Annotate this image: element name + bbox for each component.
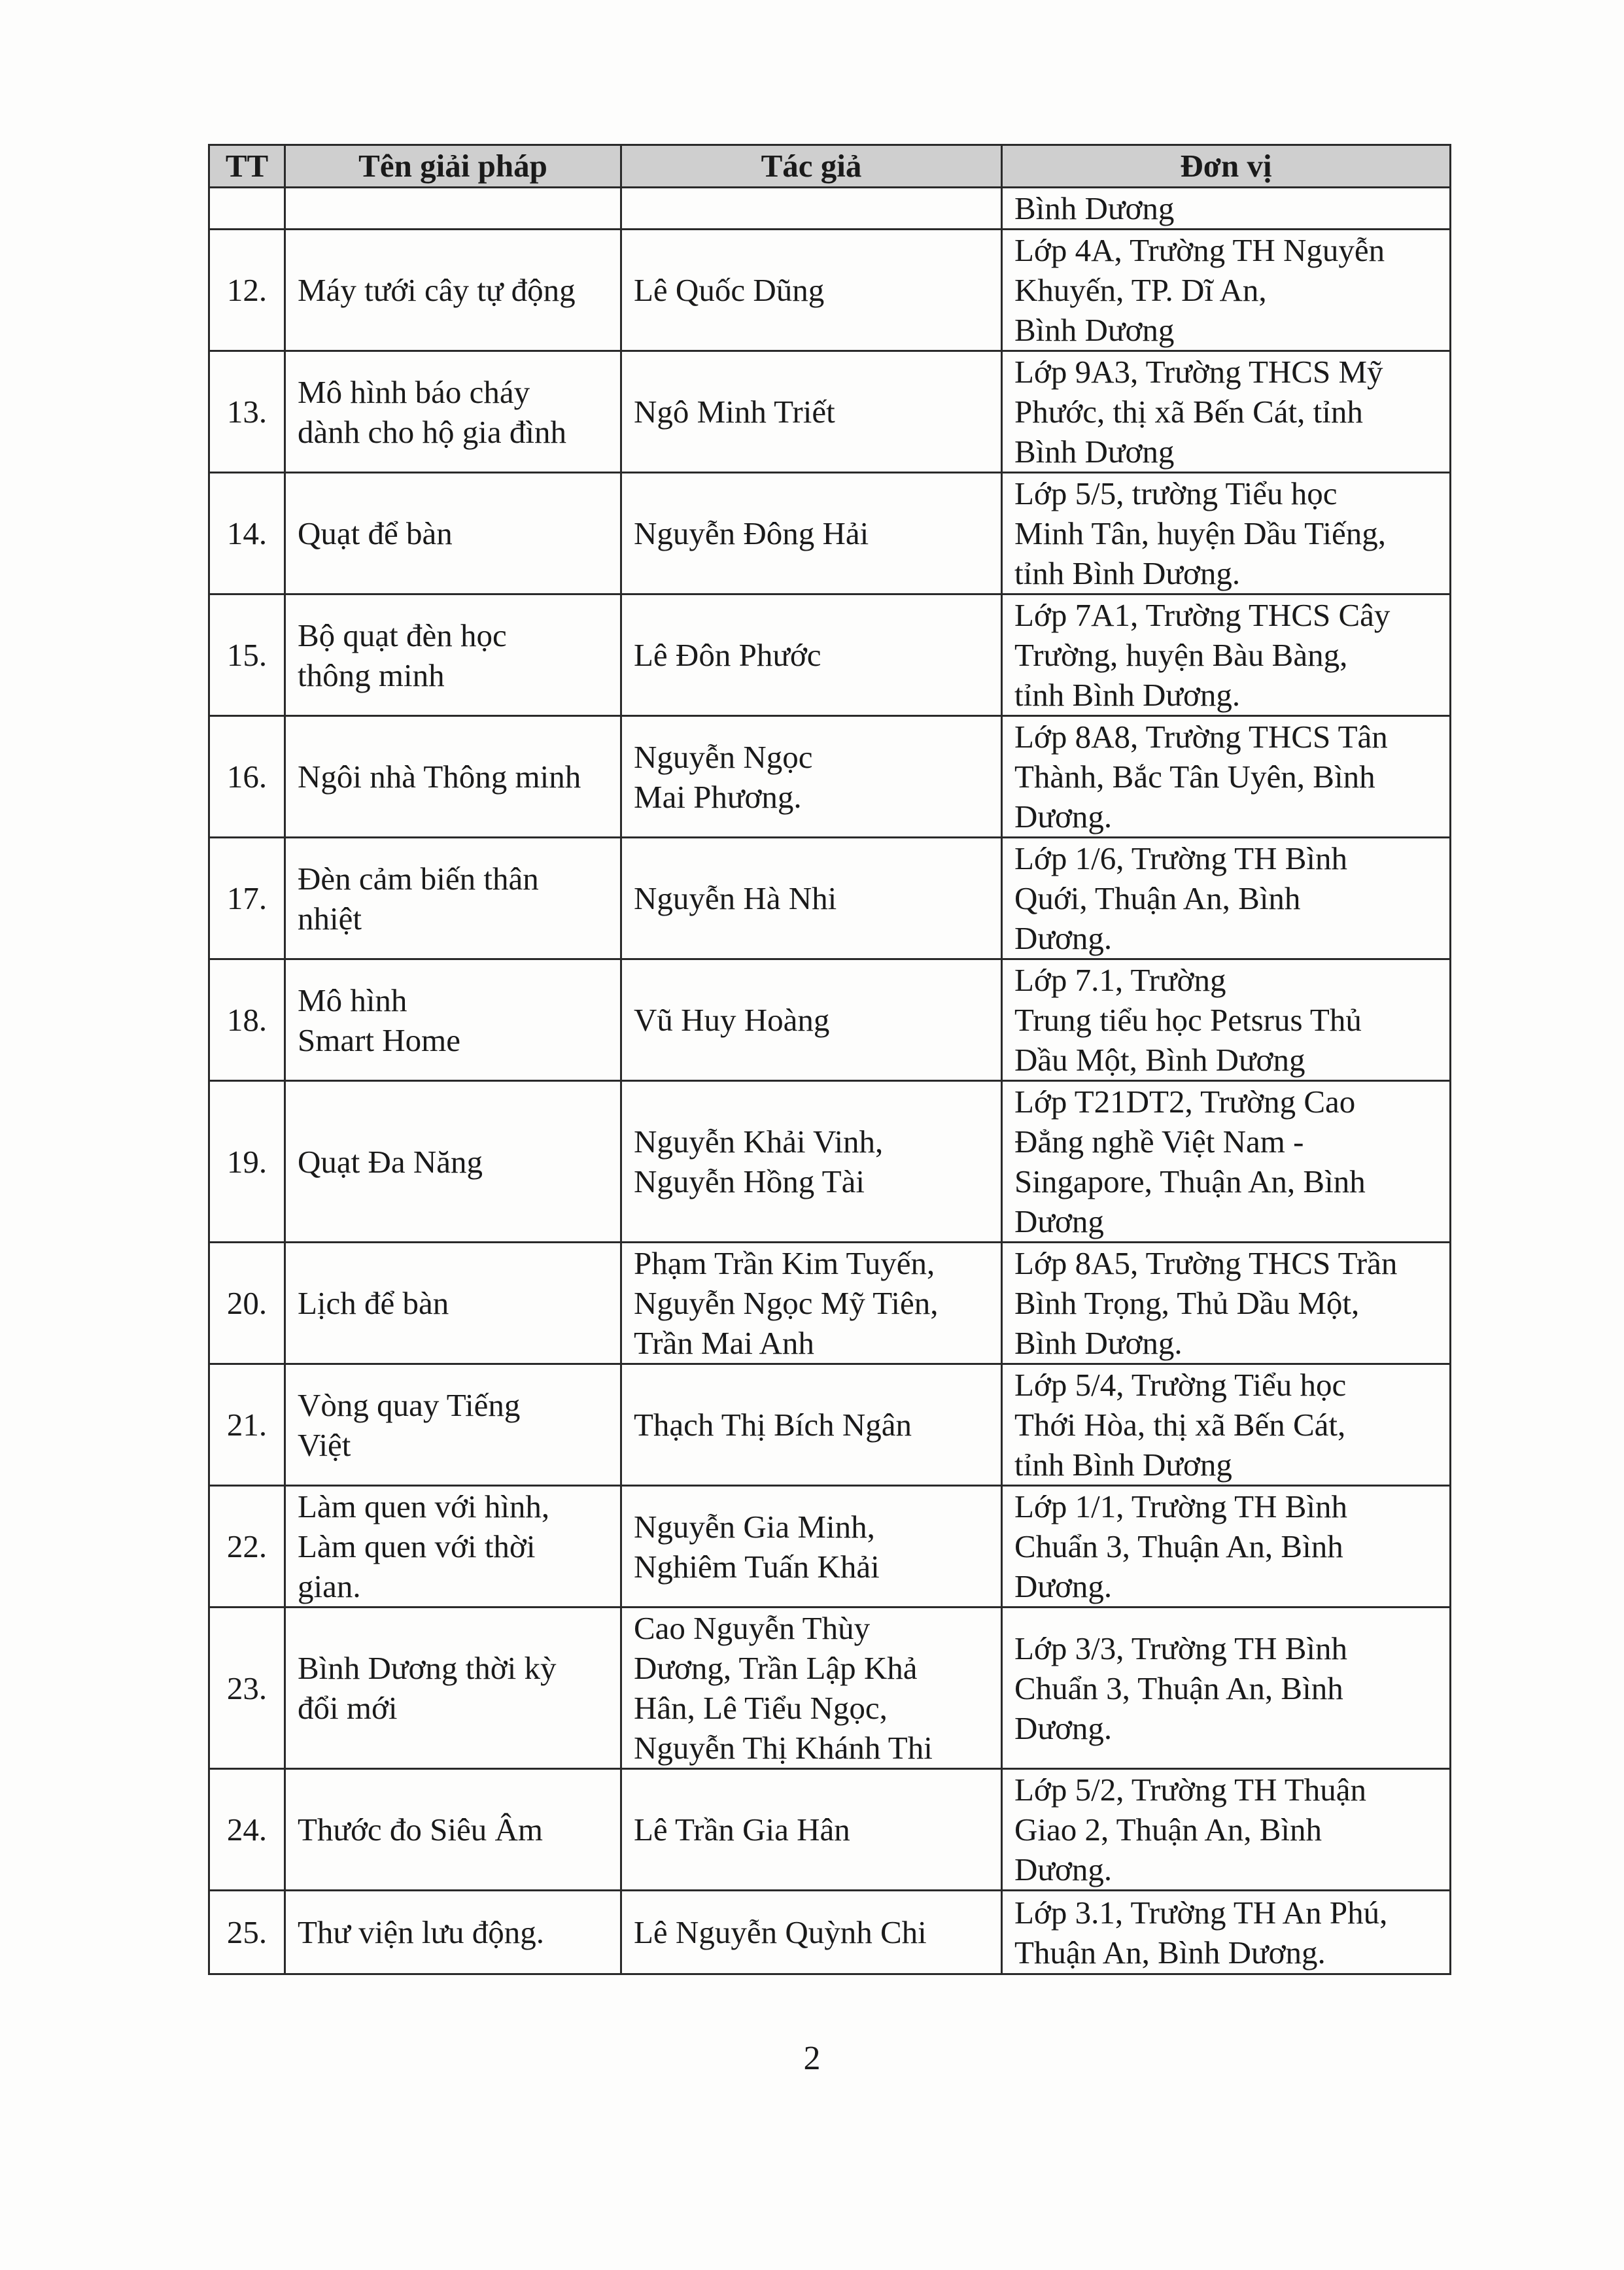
cell-name — [285, 1608, 621, 1769]
cell-author — [621, 594, 1002, 716]
table-row — [209, 1891, 1451, 1974]
header-tt: TT — [209, 145, 285, 188]
cell-author — [621, 188, 1002, 230]
unit-line: Lớp 5/5, trường Tiểu học — [1014, 475, 1338, 511]
author-line: Thạch Thị Bích Ngân — [634, 1407, 912, 1443]
cell-tt: 15. — [209, 594, 285, 716]
unit-line: Phước, thị xã Bến Cát, tỉnh — [1014, 394, 1363, 430]
name-line: Mô hình báo cháy — [298, 373, 530, 410]
unit-line: Bình Dương — [1014, 190, 1175, 226]
cell-author — [621, 473, 1002, 594]
cell-tt: 17. — [209, 838, 285, 959]
name-line: Thư viện lưu động. — [298, 1914, 545, 1950]
cell-author — [621, 230, 1002, 351]
cell-name — [285, 1486, 621, 1608]
name-line: Đèn cảm biến thân — [298, 860, 539, 897]
cell-tt: 18. — [209, 959, 285, 1081]
unit-line: tỉnh Bình Dương — [1014, 1447, 1232, 1483]
table-row — [209, 1243, 1451, 1364]
unit-line: Đẳng nghề Việt Nam - — [1014, 1124, 1304, 1160]
author-line: Lê Nguyễn Quỳnh Chi — [634, 1914, 927, 1950]
cell-author — [621, 716, 1002, 838]
page-number: 2 — [803, 2040, 821, 2077]
unit-line: Chuẩn 3, Thuận An, Bình — [1014, 1528, 1343, 1564]
table-row — [209, 1608, 1451, 1769]
name-line: nhiệt — [298, 900, 362, 937]
cell-unit — [1002, 1608, 1451, 1769]
author-line: Nguyễn Hồng Tài — [634, 1163, 865, 1199]
author-line: Mai Phương. — [634, 778, 802, 815]
header-author: Tác giả — [621, 145, 1002, 188]
cell-author — [621, 1486, 1002, 1608]
unit-line: Dương. — [1014, 1568, 1113, 1604]
unit-line: Bình Dương. — [1014, 1325, 1183, 1361]
cell-tt: 25. — [209, 1891, 285, 1974]
cell-unit — [1002, 594, 1451, 716]
name-line: Vòng quay Tiếng — [298, 1386, 521, 1423]
cell-name — [285, 1243, 621, 1364]
cell-unit — [1002, 351, 1451, 473]
table-row — [209, 594, 1451, 716]
author-line: Nguyễn Thị Khánh Thi — [634, 1730, 933, 1766]
header-name: Tên giải pháp — [285, 145, 621, 188]
table-row — [209, 188, 1451, 230]
author-line: Nguyễn Ngọc Mỹ Tiên, — [634, 1285, 939, 1321]
unit-line: Giao 2, Thuận An, Bình — [1014, 1812, 1322, 1848]
table-row — [209, 1081, 1451, 1243]
unit-line: Khuyến, TP. Dĩ An, — [1014, 272, 1267, 308]
name-line: Bộ quạt đèn học — [298, 617, 507, 653]
cell-author — [621, 1608, 1002, 1769]
cell-unit — [1002, 1243, 1451, 1364]
cell-unit — [1002, 1891, 1451, 1974]
unit-line: Lớp 4A, Trường TH Nguyễn — [1014, 232, 1385, 268]
unit-line: Chuẩn 3, Thuận An, Bình — [1014, 1670, 1343, 1706]
cell-unit — [1002, 959, 1451, 1081]
header-row — [209, 145, 1451, 188]
unit-line: Lớp 1/1, Trường TH Bình — [1014, 1488, 1348, 1524]
cell-tt — [209, 188, 285, 230]
header-unit: Đơn vị — [1002, 145, 1451, 188]
cell-unit — [1002, 1081, 1451, 1243]
table-row — [209, 716, 1451, 838]
unit-line: Minh Tân, huyện Dầu Tiếng, — [1014, 515, 1387, 551]
table-header — [209, 145, 1451, 188]
name-line: Làm quen với thời — [298, 1528, 536, 1564]
cell-author — [621, 351, 1002, 473]
unit-line: Lớp T21DT2, Trường Cao — [1014, 1084, 1356, 1120]
unit-line: Dương. — [1014, 920, 1113, 956]
table-row — [209, 838, 1451, 959]
unit-line: Bình Trọng, Thủ Dầu Một, — [1014, 1285, 1360, 1321]
cell-author — [621, 838, 1002, 959]
unit-line: tỉnh Bình Dương. — [1014, 555, 1241, 591]
cell-name — [285, 1891, 621, 1974]
author-line: Trần Mai Anh — [634, 1325, 814, 1361]
name-line: Smart Home — [298, 1022, 461, 1058]
unit-line: Lớp 8A5, Trường THCS Trần — [1014, 1245, 1398, 1281]
cell-name — [285, 473, 621, 594]
unit-line: Dầu Một, Bình Dương — [1014, 1042, 1305, 1078]
unit-line: Lớp 7A1, Trường THCS Cây — [1014, 597, 1391, 633]
table-row — [209, 351, 1451, 473]
name-line: Ngôi nhà Thông minh — [298, 759, 581, 795]
author-line: Nguyễn Ngọc — [634, 738, 813, 775]
unit-line: Thuận An, Bình Dương. — [1014, 1934, 1326, 1970]
table-row — [209, 1364, 1451, 1486]
cell-tt: 20. — [209, 1243, 285, 1364]
awards-table — [208, 144, 1451, 1975]
author-line: Ngô Minh Triết — [634, 394, 835, 430]
name-line: Bình Dương thời kỳ — [298, 1650, 557, 1686]
author-line: Lê Đôn Phước — [634, 637, 821, 673]
unit-line: Bình Dương — [1014, 434, 1175, 470]
table-row — [209, 230, 1451, 351]
unit-line: Lớp 5/4, Trường Tiểu học — [1014, 1367, 1347, 1403]
cell-tt: 16. — [209, 716, 285, 838]
cell-name — [285, 959, 621, 1081]
name-line: Máy tưới cây tự động — [298, 272, 576, 308]
cell-author — [621, 1243, 1002, 1364]
cell-author — [621, 1081, 1002, 1243]
cell-author — [621, 1364, 1002, 1486]
unit-line: Dương. — [1014, 799, 1113, 834]
cell-name — [285, 716, 621, 838]
table-row — [209, 1769, 1451, 1891]
cell-tt: 13. — [209, 351, 285, 473]
unit-line: Lớp 1/6, Trường TH Bình — [1014, 840, 1348, 876]
author-line: Cao Nguyễn Thùy — [634, 1610, 871, 1646]
author-line: Hân, Lê Tiểu Ngọc, — [634, 1690, 888, 1726]
name-line: Làm quen với hình, — [298, 1488, 550, 1524]
cell-tt: 24. — [209, 1769, 285, 1891]
author-line: Nguyễn Đông Hải — [634, 515, 869, 551]
name-line: đổi mới — [298, 1690, 398, 1726]
cell-tt: 23. — [209, 1608, 285, 1769]
unit-line: Lớp 9A3, Trường THCS Mỹ — [1014, 354, 1383, 390]
cell-unit — [1002, 716, 1451, 838]
cell-author — [621, 959, 1002, 1081]
cell-name — [285, 1081, 621, 1243]
unit-line: Singapore, Thuận An, Bình — [1014, 1163, 1366, 1199]
name-line: gian. — [298, 1568, 361, 1604]
unit-line: Dương. — [1014, 1710, 1113, 1746]
cell-tt: 21. — [209, 1364, 285, 1486]
name-line: Lịch để bàn — [298, 1285, 449, 1321]
unit-line: Thới Hòa, thị xã Bến Cát, — [1014, 1407, 1346, 1443]
cell-author — [621, 1769, 1002, 1891]
author-line: Dương, Trần Lập Khả — [634, 1650, 918, 1686]
cell-name — [285, 1769, 621, 1891]
author-line: Nguyễn Khải Vinh, — [634, 1124, 884, 1160]
table-row — [209, 959, 1451, 1081]
cell-name — [285, 188, 621, 230]
cell-tt: 19. — [209, 1081, 285, 1243]
cell-tt: 12. — [209, 230, 285, 351]
unit-line: Dương. — [1014, 1851, 1113, 1887]
cell-name — [285, 351, 621, 473]
unit-line: tỉnh Bình Dương. — [1014, 677, 1241, 713]
author-line: Phạm Trần Kim Tuyến, — [634, 1245, 935, 1281]
unit-line: Dương — [1014, 1203, 1104, 1239]
author-line: Lê Trần Gia Hân — [634, 1812, 850, 1848]
author-line: Nghiêm Tuấn Khải — [634, 1548, 880, 1585]
cell-unit — [1002, 1486, 1451, 1608]
unit-line: Lớp 5/2, Trường TH Thuận — [1014, 1772, 1367, 1808]
unit-line: Quới, Thuận An, Bình — [1014, 880, 1301, 916]
cell-unit — [1002, 473, 1451, 594]
author-line: Nguyễn Hà Nhi — [634, 880, 837, 916]
cell-tt: 22. — [209, 1486, 285, 1608]
unit-line: Lớp 3/3, Trường TH Bình — [1014, 1630, 1348, 1666]
author-line: Nguyễn Gia Minh, — [634, 1508, 875, 1545]
unit-line: Bình Dương — [1014, 312, 1175, 348]
cell-unit — [1002, 838, 1451, 959]
name-line: Thước đo Siêu Âm — [298, 1812, 544, 1848]
unit-line: Thành, Bắc Tân Uyên, Bình — [1014, 759, 1375, 795]
unit-line: Lớp 7.1, Trường — [1014, 962, 1226, 998]
unit-line: Lớp 3.1, Trường TH An Phú, — [1014, 1894, 1388, 1931]
cell-tt: 14. — [209, 473, 285, 594]
cell-name — [285, 230, 621, 351]
name-line: Mô hình — [298, 982, 407, 1018]
cell-name — [285, 1364, 621, 1486]
name-line: Quạt để bàn — [298, 515, 453, 551]
name-line: Quạt Đa Năng — [298, 1143, 483, 1180]
unit-line: Trung tiểu học Petsrus Thủ — [1014, 1002, 1362, 1038]
cell-unit — [1002, 230, 1451, 351]
table-body — [209, 188, 1451, 1974]
name-line: dành cho hộ gia đình — [298, 413, 566, 450]
name-line: thông minh — [298, 657, 445, 693]
table-row — [209, 1486, 1451, 1608]
unit-line: Trường, huyện Bàu Bàng, — [1014, 637, 1348, 673]
cell-unit — [1002, 1364, 1451, 1486]
author-line: Lê Quốc Dũng — [634, 272, 825, 308]
cell-name — [285, 838, 621, 959]
cell-name — [285, 594, 621, 716]
unit-line: Lớp 8A8, Trường THCS Tân — [1014, 719, 1388, 755]
table-row — [209, 473, 1451, 594]
name-line: Việt — [298, 1426, 351, 1463]
cell-unit — [1002, 188, 1451, 230]
author-line: Vũ Huy Hoàng — [634, 1002, 830, 1038]
cell-author — [621, 1891, 1002, 1974]
cell-unit — [1002, 1769, 1451, 1891]
